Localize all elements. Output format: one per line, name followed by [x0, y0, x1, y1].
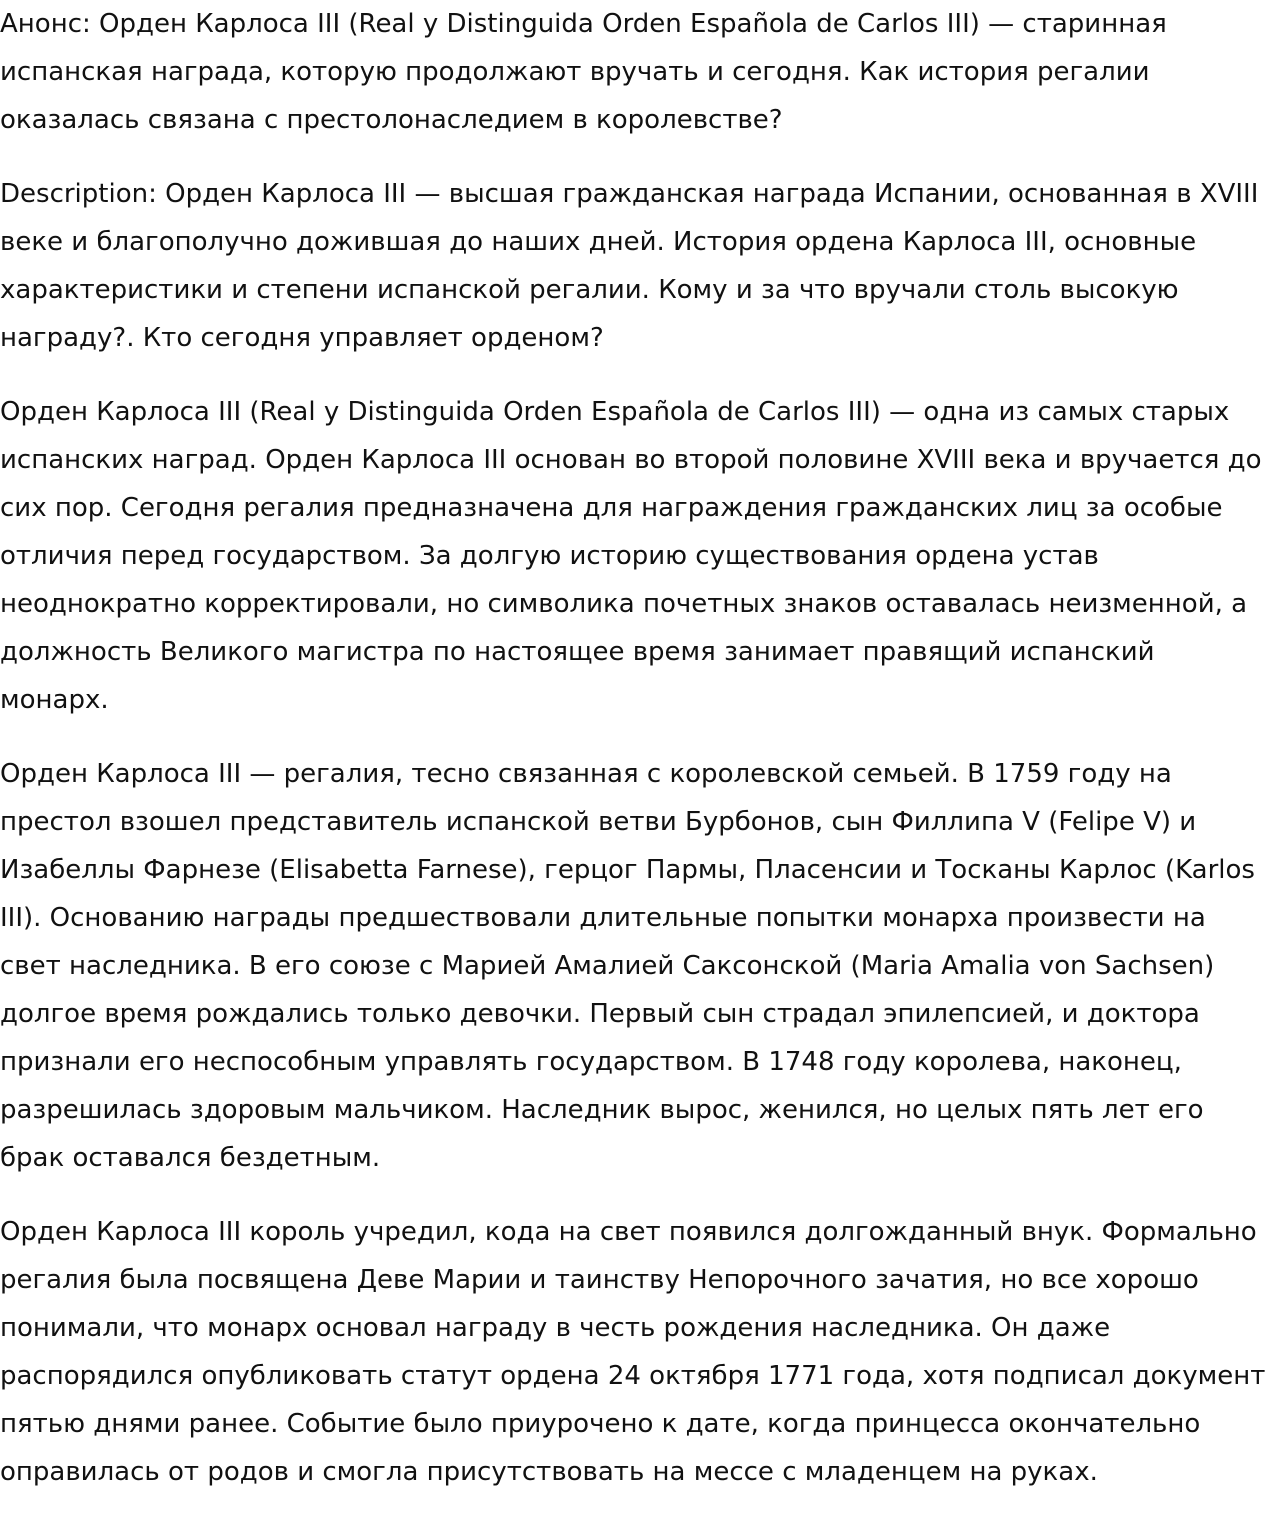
article-paragraph: Орден Карлоса III король учредил, кода на свет появился долгожданный внук. Формально регалия была посвящена Деве Марии и таинству Непорочного зачатия, но все хорошо понимали, что монарх основал награду в честь рождения наследника. Он даже распорядился опубликовать статут ордена 24 октября 1771 года, хотя подписал документ пятью днями ранее. Событие было приурочено к дате, когда принцесса окончательно оправилась от родов и смогла присутствовать на мессе с младенцем на руках. [0, 1217, 1266, 1487]
anons-paragraph: Анонс: Орден Карлоса III (Real y Distinguida Orden Española de Carlos III) — старинная испанская награда, которую продолжают вручать и сегодня. Как история регалии оказалась связана с престолонаследием в королевстве? [0, 9, 1167, 135]
article-paragraph: Орден Карлоса III — регалия, тесно связанная с королевской семьей. В 1759 году на престол взошел представитель испанской ветви Бурбонов, сын Филлипа V (Felipe V) и Изабеллы Фарнезе (Elisabetta Farnese), герцог Пармы, Пласенсии и Тосканы Карлос (Karlos III). Основанию награды предшествовали длительные попытки монарха произвести на свет наследника. В его союзе с Марией Амалией Саксонской (Maria Amalia von Sachsen) долгое время рождались только девочки. Первый сын страдал эпилепсией, и доктора признали его неспособным управлять государством. В 1748 году королева, наконец, разрешилась здоровым мальчиком. Наследник вырос, женился, но целых пять лет его брак оставался бездетным. [0, 759, 1255, 1173]
description-paragraph: Description: Орден Карлоса III — высшая гражданская награда Испании, основанная в XVIII веке и благополучно дожившая до наших дней. История ордена Карлоса III, основные характеристики и степени испанской регалии. Кому и за что вручали столь высокую награду?. Кто сегодня управляет орденом? [0, 179, 1259, 353]
article-paragraph: Орден Карлоса III (Real y Distinguida Orden Española de Carlos III) — одна из самых старых испанских наград. Орден Карлоса III основан во второй половине XVIII века и вручается до сих пор. Сегодня регалия предназначена для награждения гражданских лиц за особые отличия перед государством. За долгую историю существования ордена устав неоднократно корректировали, но символика почетных знаков оставалась неизменной, а должность Великого магистра по настоящее время занимает правящий испанский монарх. [0, 397, 1262, 715]
